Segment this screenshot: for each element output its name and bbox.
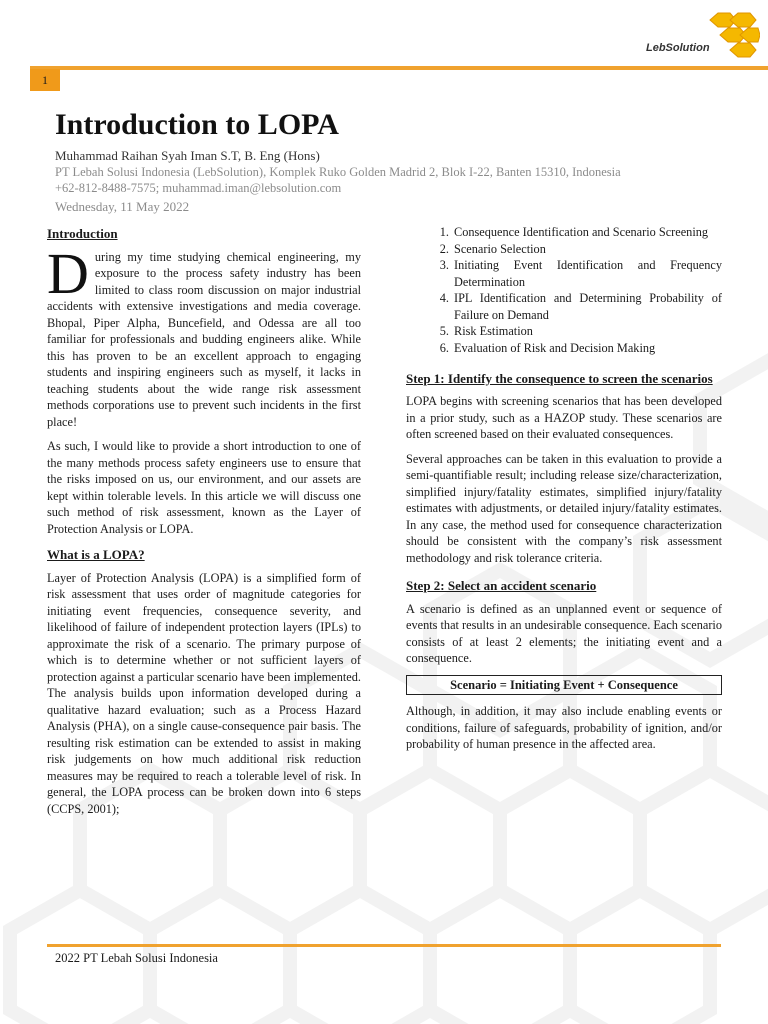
footer-rule — [47, 944, 721, 947]
left-column — [47, 226, 361, 825]
lopa-steps-list — [406, 224, 722, 356]
list-item: 4. IPL Identification and Determining Probability of Failure on Demand — [452, 290, 722, 323]
scenario-formula-box: Scenario = Initiating Event + Consequence — [406, 675, 722, 696]
list-item: 5. Risk Estimation — [452, 323, 722, 340]
publication-date: Wednesday, 11 May 2022 — [55, 199, 190, 214]
section-heading-step-1: Step 1: Identify the consequence to screen the scenarios — [406, 371, 713, 386]
step-2-paragraph-2: Although, in addition, it may also include enabling events or conditions, failure of safeguards, probability of ignition, and/or probability of human presence in the affected area. — [406, 704, 722, 751]
what-is-paragraph: Layer of Protection Analysis (LOPA) is a simplified form of risk assessment that uses order of magnitude categories for initiating event frequencies, consequence severity, and likelihood of failure of independent protection layers (IPLs) to approximate the risk of a scenario. The primary purpose of which is to determine whether or not sufficient layers of protection against a particular scenario have been implemented. The analysis builds upon information developed during a qualitative hazard evaluation; such as a Process Hazard Analysis (PHA), on a single cause-consequence pair basis. The resulting risk estimation can be extended to assist in making risk judgements on how much additional risk reduction measures may be required to reach a tolerable level of risk. In general, the LOPA process can be broken down into 6 steps (CCPS, 2001); — [47, 570, 361, 816]
step-1-paragraph-1: LOPA begins with screening scenarios that has been developed in a prior study, such as a HAZOP study. These scenarios are often screened based on their evaluated consequences. — [406, 394, 722, 441]
step-1-paragraph-2: Several approaches can be taken in this evaluation to provide a semi-quantifiable result; including release size/characterization, simplified injury/fatality estimates, simplified injury/fatality estimates with adjustments, or detailed injury/fatality estimates. In any case, the method used for consequence characterization should be consistent with the company’s risk assessment methodology and risk tolerance criteria. — [406, 451, 722, 565]
step-2-paragraph-1: A scenario is defined as an unplanned event or sequence of events that results in an undesirable consequence. Each scenario consists of at least 2 elements; the initiating event and a consequence. — [406, 601, 722, 665]
list-item: 1. Consequence Identification and Scenario Screening — [452, 224, 722, 241]
document-title: Introduction to LOPA — [55, 108, 339, 141]
intro-paragraph-2: As such, I would like to provide a short introduction to one of the many methods process safety engineers use to ensure that the risks imposed on us, our environment, and our assets are kept within tolerable levels. In this article we will discuss one such method of risk assessment, known as the Layer of Protection Analysis or LOPA. — [47, 439, 361, 536]
intro-paragraph-1 — [47, 240, 361, 431]
right-column — [406, 224, 722, 761]
author-affiliation: PT Lebah Solusi Indonesia (LebSolution), Komplek Ruko Golden Madrid 2, Blok I-22, Banten 15310, Indonesia — [55, 165, 621, 179]
footer-copyright: 2022 PT Lebah Solusi Indonesia — [55, 951, 218, 965]
intro-paragraph-1-text: uring my time studying chemical engineering, my exposure to the process safety industry has been limited to class room discussion on major industrial accidents with extensive investigations and media coverage. Bhopal, Piper Alpha, Buncefield, and Odessa are all too familiar for professionals and budding engineers alike. While this has proven to be an excellent approach to engaging students and inspiring engineers such as myself, it lacks in teaching students about the wide range risk assessment methods corporations use to prevent such incidents in the first place! — [47, 249, 361, 429]
header-rule — [30, 66, 768, 70]
brand-logo-text: LebSolution — [646, 42, 710, 54]
section-heading-introduction: Introduction — [47, 226, 118, 241]
section-heading-step-2: Step 2: Select an accident scenario — [406, 578, 597, 593]
author-contact: +62-812-8488-7575; muhammad.iman@lebsolution.com — [55, 181, 342, 195]
list-item: 6. Evaluation of Risk and Decision Making — [452, 340, 722, 357]
list-item: 2. Scenario Selection — [452, 241, 722, 258]
drop-cap: D — [47, 240, 89, 306]
author-name: Muhammad Raihan Syah Iman S.T, B. Eng (Hons) — [55, 148, 320, 163]
section-heading-what-is-lopa: What is a LOPA? — [47, 547, 145, 562]
list-item: 3. Initiating Event Identification and Frequency Determination — [452, 257, 722, 290]
page-number-badge: 1 — [30, 69, 60, 91]
